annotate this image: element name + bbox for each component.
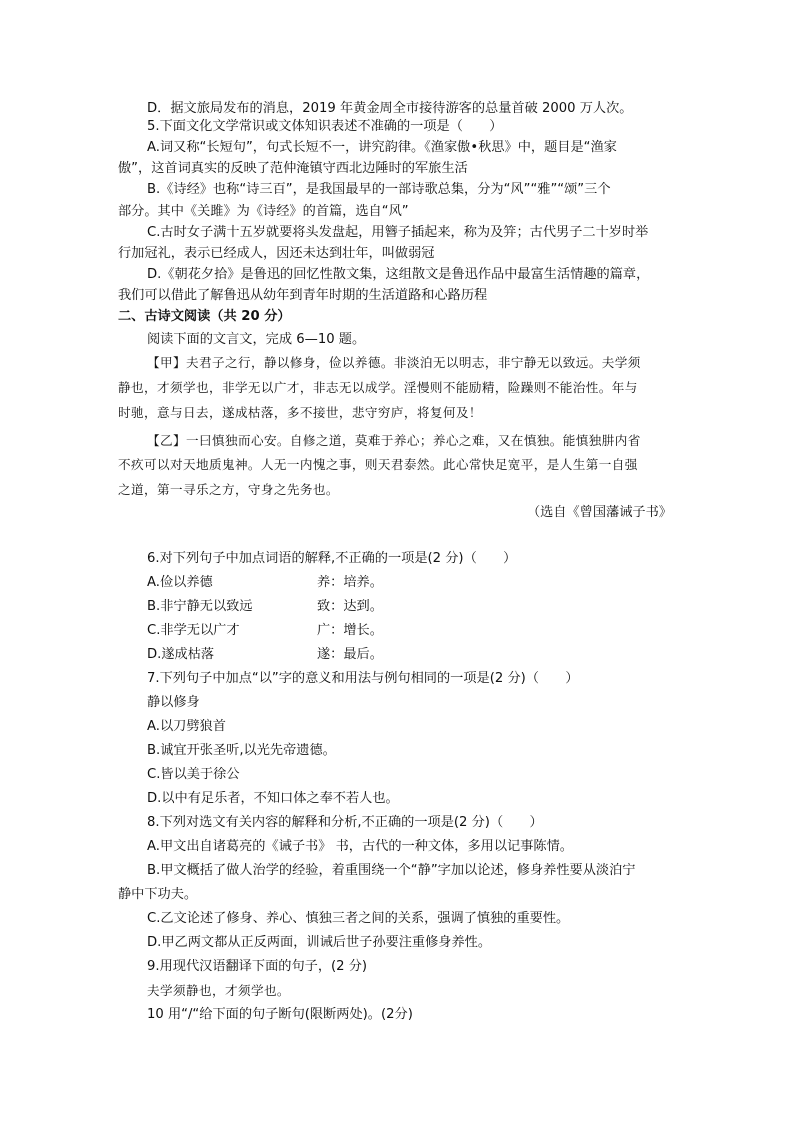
q7-option-c: C.皆以美于徐公 xyxy=(147,767,240,782)
passage-yi-line2: 不疚可以对天地质鬼神。人无一内愧之事，则天君泰然。此心常快足宽平，是人生第一自强 xyxy=(118,457,638,472)
passage-yi-line3: 之道，第一寻乐之方，守身之先务也。 xyxy=(118,482,339,497)
q5-option-d-line1: D.《朝花夕拾》是鲁迅的回忆性散文集，这组散文是鲁迅作品中最富生活情趣的篇章， xyxy=(147,267,650,282)
q6-option-d-text: D.遂成枯落 xyxy=(147,647,215,662)
q7-option-a: A.以刀劈狼首 xyxy=(147,719,226,734)
q5-option-a-line1: A.词又称“长短句”，句式长短不一，讲究韵律。《渔家傲•秋思》中，题目是“渔家 xyxy=(147,140,617,155)
q8-option-d: D.甲乙两文都从正反两面，训诫后世子孙要注重修身养性。 xyxy=(147,935,492,950)
passage-source: （选自《曾国藩诫子书》 xyxy=(526,505,672,520)
q8-stem: 8.下列对选文有关内容的解释和分析,不正确的一项是(2 分)（ ） xyxy=(147,815,543,830)
q7-option-d: D.以中有足乐者，不知口体之奉不若人也。 xyxy=(147,791,399,806)
q6-option-c-def: 广：增长。 xyxy=(317,623,383,638)
reading-instruction: 阅读下面的文言文，完成 6—10 题。 xyxy=(147,332,366,347)
section-heading: 二、古诗文阅读（共 20 分） xyxy=(118,309,291,324)
q6-stem: 6.对下列句子中加点词语的解释,不正确的一项是(2 分)（ ） xyxy=(147,551,517,566)
q5-option-a-line2: 傲”，这首词真实的反映了范仲淹镇守西北边陲时的军旅生活 xyxy=(118,161,468,176)
q5-option-b-line1: B.《诗经》也称“诗三百”，是我国最早的一部诗歌总集，分为“风”“雅”“颂”三个 xyxy=(147,182,611,197)
passage-yi-line1: 【乙】一曰慎独而心安。自修之道，莫难于养心；养心之难，又在慎独。能慎独肼内省 xyxy=(147,433,641,448)
q10-stem: 10 用“/“给下面的句子断句(限断两处)。(2分) xyxy=(147,1007,413,1022)
q6-option-a xyxy=(147,574,547,592)
q7-option-b: B.诚宜开张圣听,以光先帝遗德。 xyxy=(147,743,336,758)
q6-option-a-def: 养：培养。 xyxy=(317,575,383,590)
q7-example: 静以修身 xyxy=(147,695,200,710)
q8-option-c: C.乙文论述了修身、养心、慎独三者之间的关系，强调了慎独的重要性。 xyxy=(147,911,570,926)
q6-option-b xyxy=(147,598,547,616)
passage-jia-line2: 静也，才须学也，非学无以广才，非志无以成学。淫慢则不能励精，险躁则不能治性。年与 xyxy=(118,380,638,395)
q6-option-c-text: C.非学无以广才 xyxy=(147,623,240,638)
q6-option-a-text: A.俭以养德 xyxy=(147,575,213,590)
q6-option-d-def: 遂：最后。 xyxy=(317,647,383,662)
q7-stem: 7.下列句子中加点“以”字的意义和用法与例句相同的一项是(2 分)（ ） xyxy=(147,671,579,686)
q8-option-a: A.甲文出自诸葛亮的《诫子书》 书，古代的一种文体，多用以记事陈情。 xyxy=(147,839,573,854)
q9-sentence: 夫学须静也，才须学也。 xyxy=(147,983,290,998)
q6-option-c xyxy=(147,622,547,640)
passage-jia-line1: 【甲】夫君子之行，静以修身，俭以养德。非淡泊无以明志，非宁静无以致远。夫学须 xyxy=(147,355,641,370)
q5-option-c-line1: C.古时女子满十五岁就要将头发盘起，用簪子插起来，称为及笄；古代男子二十岁时举 xyxy=(147,225,649,240)
q4-option-d: D．据文旅局发布的消息，2019 年黄金周全市接待游客的总量首破 2000 万人次。 xyxy=(147,101,633,116)
passage-jia-line3: 时驰，意与日去，遂成枯落，多不接世，悲守穷庐，将复何及！ xyxy=(118,405,482,420)
q8-option-b-line1: B.甲文概括了做人治学的经验，着重围绕一个“静”字加以论述，修身养性要从淡泊宁 xyxy=(147,863,636,878)
q6-option-d xyxy=(147,646,547,664)
q8-option-b-line2: 静中下功夫。 xyxy=(118,887,198,902)
q6-option-b-text: B.非宁静无以致远 xyxy=(147,599,253,614)
q5-option-d-line2: 我们可以借此了解鲁迅从幼年到青年时期的生活道路和心路历程 xyxy=(118,288,488,303)
q9-stem: 9.用现代汉语翻译下面的句子，(2 分) xyxy=(147,959,368,974)
q6-option-b-def: 致：达到。 xyxy=(317,599,383,614)
q5-stem: 5.下面文化文学常识或文体知识表述不准确的一项是（ ） xyxy=(147,119,503,134)
q5-option-c-line2: 行加冠礼，表示已经成人，因还未达到壮年，叫做弱冠 xyxy=(118,246,435,261)
q5-option-b-line2: 部分。其中《关雎》为《诗经》的首篇，选自“风” xyxy=(118,204,409,219)
